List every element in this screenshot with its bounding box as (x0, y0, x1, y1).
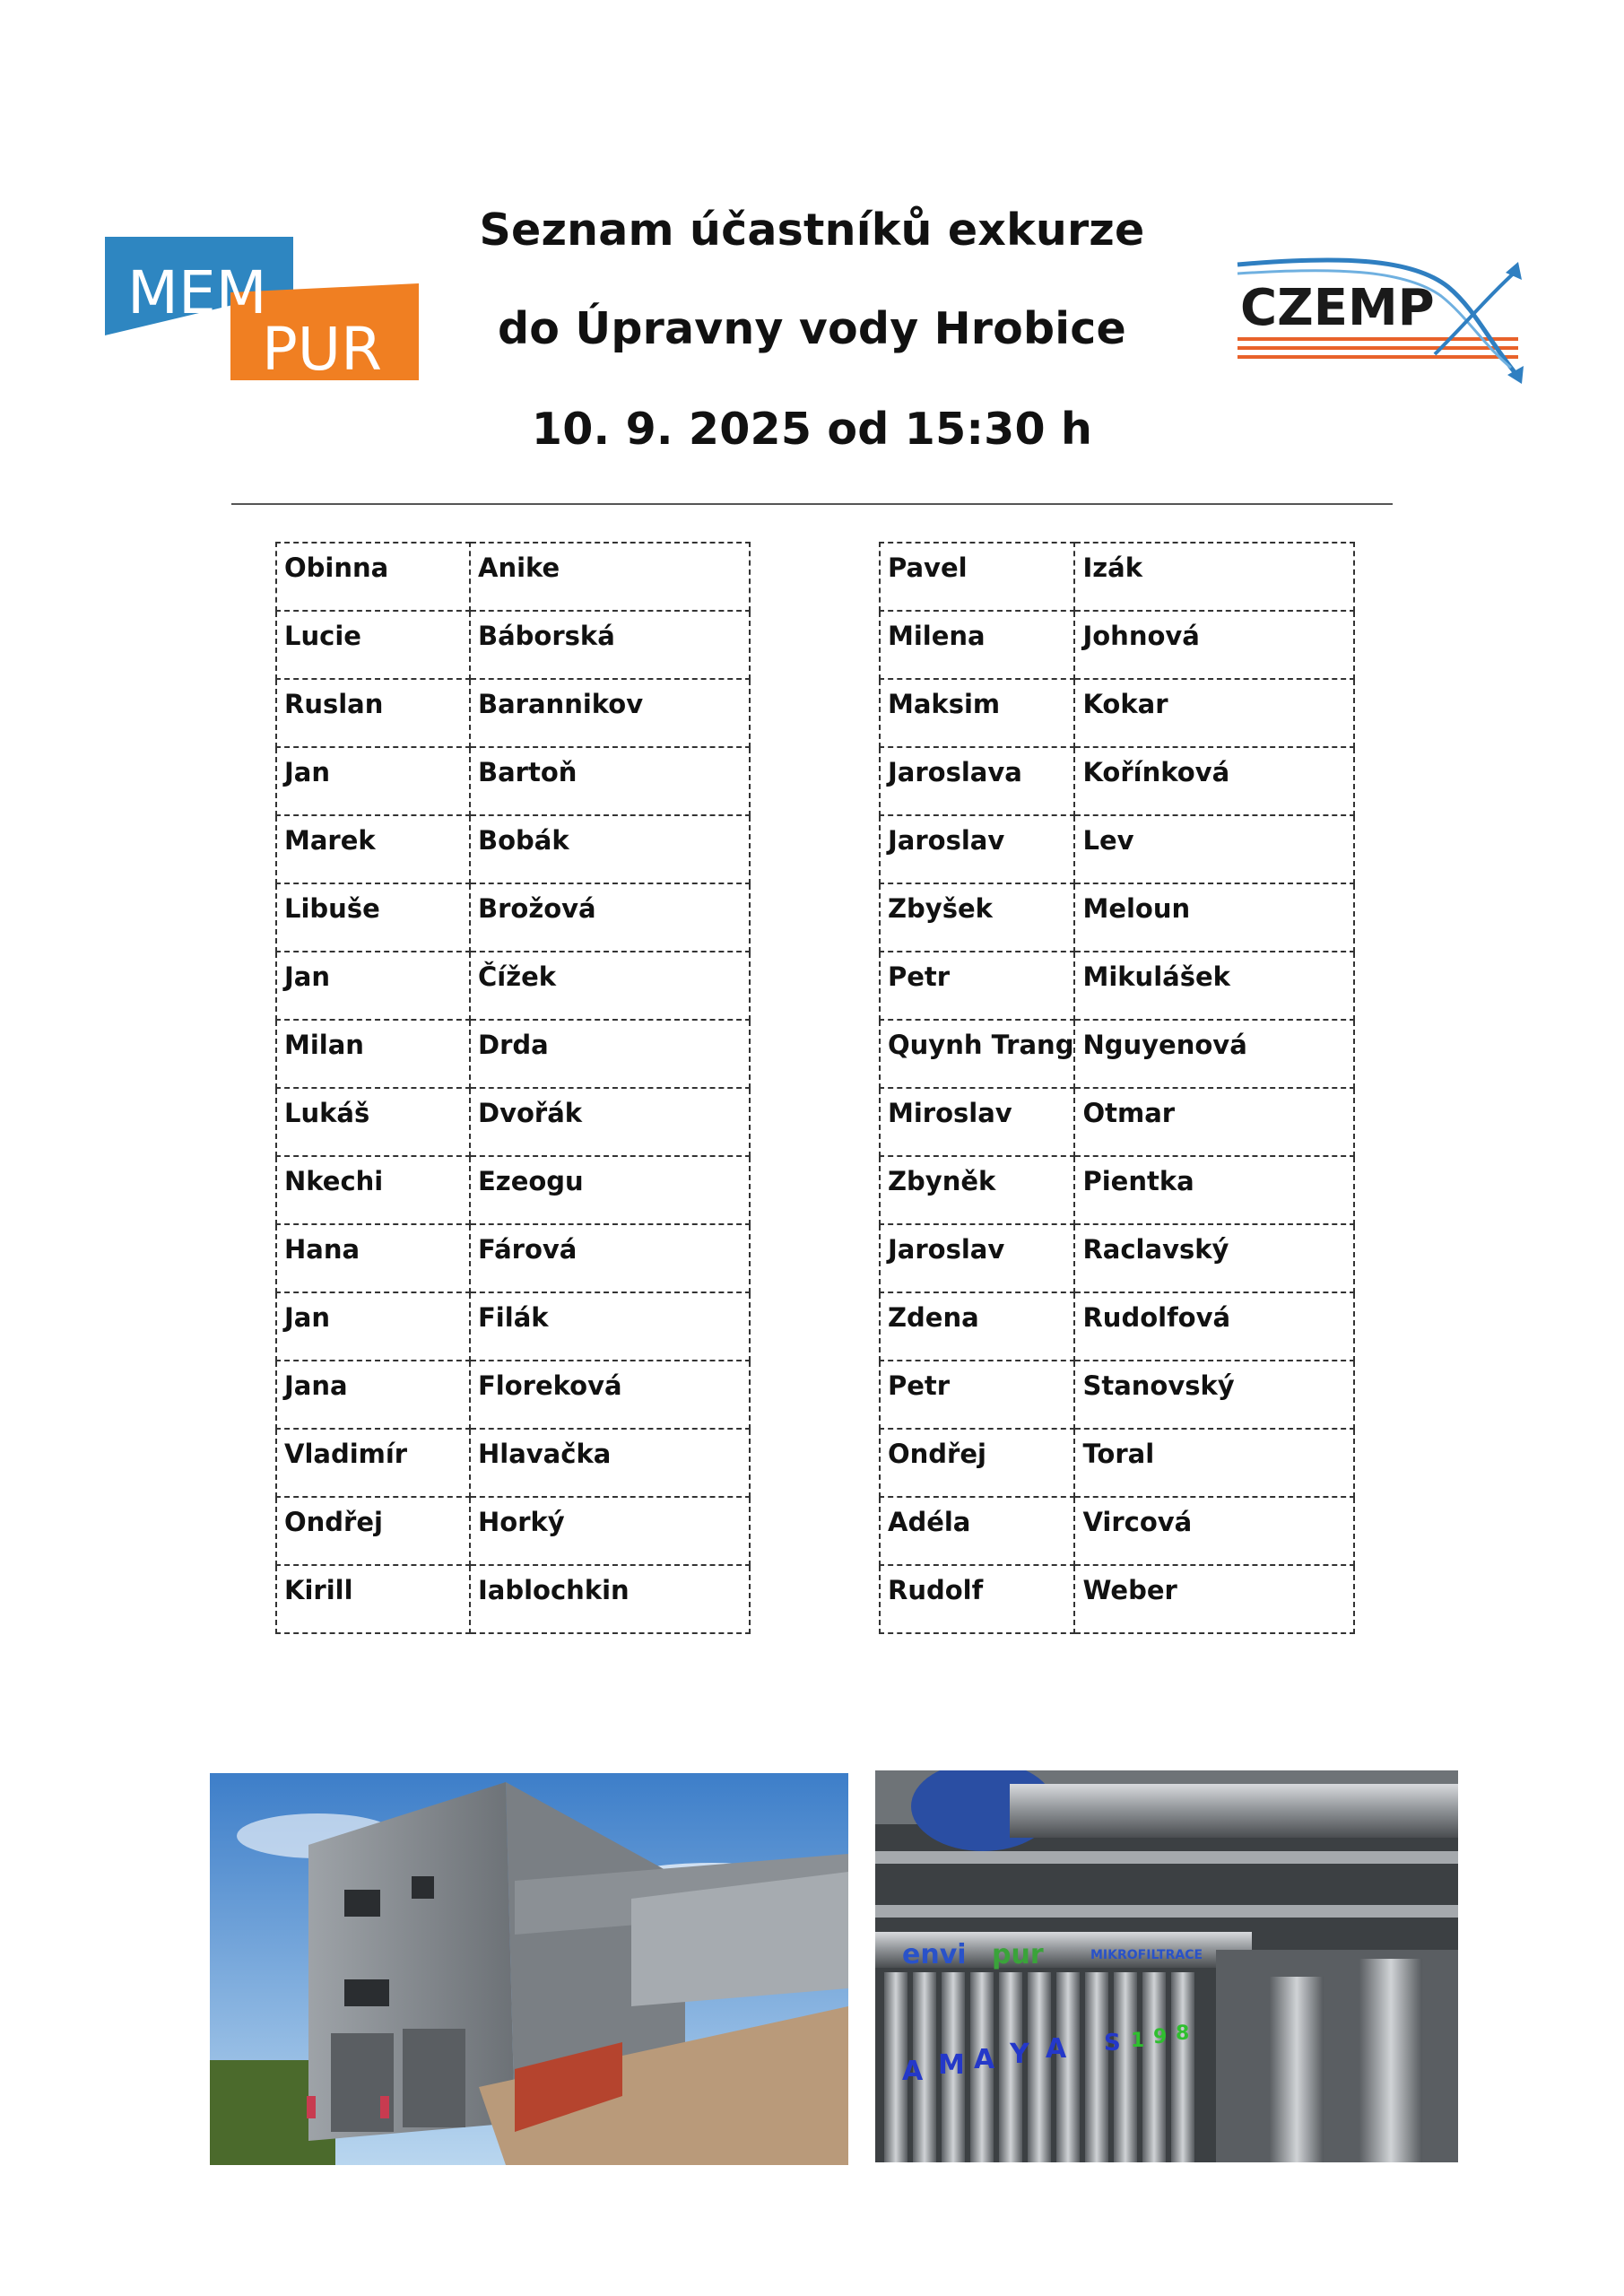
participant-row (880, 952, 1354, 1020)
participant-row (880, 1429, 1354, 1497)
participant-row (880, 815, 1354, 883)
participant-first-name: Adéla (880, 1497, 1074, 1565)
participant-last-name: Kořínková (1074, 747, 1354, 815)
participant-first-name: Milan (276, 1020, 470, 1088)
participant-last-name: Barannikov (470, 679, 750, 747)
hall-s-letter: S (1104, 2030, 1121, 2057)
hall-amaya-letter-1: A (902, 2056, 924, 2087)
participant-last-name: Toral (1074, 1429, 1354, 1497)
participant-last-name: Weber (1074, 1565, 1354, 1633)
participant-row (276, 1088, 750, 1156)
hall-amaya-letter-3: A (974, 2044, 995, 2075)
participant-row (880, 1088, 1354, 1156)
hall-brand-pur: pur (992, 1939, 1044, 1970)
participant-row (880, 1020, 1354, 1088)
participant-last-name: Otmar (1074, 1088, 1354, 1156)
participant-last-name: Meloun (1074, 883, 1354, 952)
participant-last-name: Fárová (470, 1224, 750, 1292)
participant-first-name: Marek (276, 815, 470, 883)
participant-last-name: Báborská (470, 611, 750, 679)
participant-last-name: Hlavačka (470, 1429, 750, 1497)
participant-row (880, 1224, 1354, 1292)
mempur-logo (105, 237, 419, 380)
participant-first-name: Jan (276, 952, 470, 1020)
participant-first-name: Zbyšek (880, 883, 1074, 952)
participant-row (880, 1497, 1354, 1565)
hall-digit-3: 8 (1176, 2022, 1190, 2045)
participant-row (276, 1224, 750, 1292)
participant-first-name: Lucie (276, 611, 470, 679)
participant-first-name: Vladimír (276, 1429, 470, 1497)
participant-first-name: Hana (276, 1224, 470, 1292)
participant-first-name: Jaroslava (880, 747, 1074, 815)
participant-first-name: Libuše (276, 883, 470, 952)
czemp-logo-word: CZEMP (1240, 279, 1435, 337)
participant-first-name: Jan (276, 1292, 470, 1361)
participant-last-name: Brožová (470, 883, 750, 952)
hall-digit-1: 1 (1131, 2030, 1145, 2052)
participant-last-name: Floreková (470, 1361, 750, 1429)
participant-last-name: Rudolfová (1074, 1292, 1354, 1361)
participant-last-name: Horký (470, 1497, 750, 1565)
participants-table-left (275, 542, 751, 1634)
hall-amaya-letter-2: M (938, 2049, 965, 2081)
participant-first-name: Miroslav (880, 1088, 1074, 1156)
building-photo (210, 1773, 848, 2165)
participant-last-name: Anike (470, 543, 750, 611)
participant-first-name: Pavel (880, 543, 1074, 611)
participant-last-name: Kokar (1074, 679, 1354, 747)
participant-row (880, 1156, 1354, 1224)
participant-last-name: Iablochkin (470, 1565, 750, 1633)
mempur-logo-word-pur: PUR (262, 315, 382, 380)
participant-first-name: Rudolf (880, 1565, 1074, 1633)
participant-first-name: Maksim (880, 679, 1074, 747)
participant-first-name: Ondřej (276, 1497, 470, 1565)
participant-row (880, 1292, 1354, 1361)
participant-row (276, 1020, 750, 1088)
participant-last-name: Johnová (1074, 611, 1354, 679)
participant-first-name: Nkechi (276, 1156, 470, 1224)
participant-last-name: Dvořák (470, 1088, 750, 1156)
participant-row (276, 1361, 750, 1429)
participant-last-name: Nguyenová (1074, 1020, 1354, 1088)
participant-last-name: Vircová (1074, 1497, 1354, 1565)
participant-first-name: Ruslan (276, 679, 470, 747)
participant-first-name: Milena (880, 611, 1074, 679)
header-divider (231, 503, 1393, 505)
title-line-1: Seznam účastníků exkurze (479, 204, 1145, 256)
participant-last-name: Filák (470, 1292, 750, 1361)
participant-first-name: Jaroslav (880, 1224, 1074, 1292)
participant-row (276, 747, 750, 815)
participant-first-name: Lukáš (276, 1088, 470, 1156)
participant-first-name: Quynh Trang (880, 1020, 1074, 1088)
participant-row (880, 1565, 1354, 1633)
participant-row (276, 1292, 750, 1361)
participant-first-name: Petr (880, 952, 1074, 1020)
participant-last-name: Ezeogu (470, 1156, 750, 1224)
participant-first-name: Obinna (276, 543, 470, 611)
participant-row (276, 952, 750, 1020)
participant-row (880, 1361, 1354, 1429)
mempur-logo-word-mem: MEM (127, 258, 267, 327)
participant-first-name: Jana (276, 1361, 470, 1429)
participant-row (276, 679, 750, 747)
participant-row (880, 747, 1354, 815)
participant-row (880, 679, 1354, 747)
participant-row (276, 543, 750, 611)
participant-row (276, 815, 750, 883)
participant-first-name: Petr (880, 1361, 1074, 1429)
participant-row (880, 611, 1354, 679)
participants-table-right (879, 542, 1355, 1634)
participant-first-name: Zdena (880, 1292, 1074, 1361)
participant-last-name: Izák (1074, 543, 1354, 611)
participant-row (276, 1497, 750, 1565)
participant-first-name: Jaroslav (880, 815, 1074, 883)
participant-last-name: Raclavský (1074, 1224, 1354, 1292)
participant-row (276, 1429, 750, 1497)
hall-amaya-letter-5: A (1046, 2033, 1067, 2065)
filtration-hall-photo (875, 1770, 1458, 2162)
participant-row (880, 543, 1354, 611)
participant-last-name: Lev (1074, 815, 1354, 883)
title-line-2: do Úpravny vody Hrobice (498, 303, 1126, 354)
participant-last-name: Čížek (470, 952, 750, 1020)
participant-last-name: Drda (470, 1020, 750, 1088)
hall-digit-2: 9 (1153, 2026, 1168, 2048)
hall-label-mikrofiltrace: MIKROFILTRACE (1090, 1948, 1203, 1962)
participant-row (880, 883, 1354, 952)
participant-first-name: Zbyněk (880, 1156, 1074, 1224)
participant-row (276, 883, 750, 952)
title-date: 10. 9. 2025 od 15:30 h (531, 404, 1093, 455)
hall-brand-envi: envi (902, 1939, 967, 1970)
participant-last-name: Stanovský (1074, 1361, 1354, 1429)
participant-last-name: Bartoň (470, 747, 750, 815)
participant-row (276, 1565, 750, 1633)
participant-last-name: Bobák (470, 815, 750, 883)
hall-amaya-letter-4: Y (1010, 2039, 1029, 2070)
czemp-logo (1233, 251, 1529, 390)
participant-last-name: Mikulášek (1074, 952, 1354, 1020)
participant-last-name: Pientka (1074, 1156, 1354, 1224)
participant-row (276, 611, 750, 679)
participant-first-name: Ondřej (880, 1429, 1074, 1497)
participant-first-name: Kirill (276, 1565, 470, 1633)
participant-first-name: Jan (276, 747, 470, 815)
participant-row (276, 1156, 750, 1224)
